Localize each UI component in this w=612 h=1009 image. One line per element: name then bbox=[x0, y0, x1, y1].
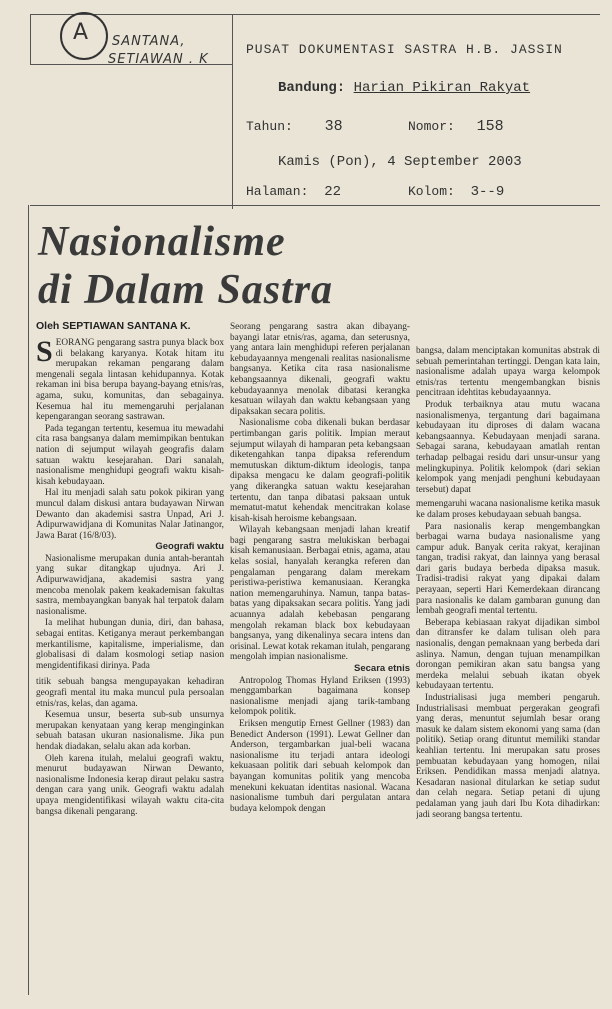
article-paragraph: bangsa, dalam menciptakan komunitas abstrak di sebuah pemerintahan tertinggi. Dengan kata lain, nasionalisme adalah upaya warga kelompok etnis/ras tertentu mengembangkan bisnis pencitraan idehtitas kebudayaannya. bbox=[416, 346, 600, 399]
article-paragraph: Produk terbaiknya atau mutu wacana nasionalismenya, tergantung dari bagaimana kebudayaan itu diproses di dalam wacana kebangsaannya. Kebudayaan menjadi sarana. Sebagai sarana, kebudayaan amatlah rentan terhadap pelbagai residu dari unsur-unsur yang melingkupinya. Politik kelompok (dari sekian kelompok yang menjadi penghuni kebudayaan tersebut) dapat bbox=[416, 399, 600, 495]
clipping-left-edge bbox=[28, 205, 29, 995]
stamp-column-label: Kolom: bbox=[408, 184, 455, 199]
article-paragraph: Para nasionalis kerap mengembangkan berbagai warna budaya nasionalisme yang campur aduk. Banyak cerita rakyat, kerajinan tangan, tradisi rakyat, dan lainnya yang berasal dari garis budaya berbeda dipaksa masuk. Tradisi-tradisi rakyat yang dipakai dalam perayaan, seperti Hari Kemerdekaan dirancang para nasionalis ke dalam gambaran gunung dan lembah geografi mental tertentu. bbox=[416, 521, 600, 617]
article-subheading: Secara etnis bbox=[354, 663, 410, 674]
header-divider-rule bbox=[232, 14, 233, 209]
stamp-column-value: 3--9 bbox=[470, 184, 505, 200]
article-paragraph: Nasionalisme merupakan dunia antah-berantah yang sukar ditangkap ujudnya. Ari J. Adipurwawidjana, akademisi sastra yang mencoba menolak pakem keakademisan fakultas sastra, membayangkan banyak hal terpatok dalam nasionalisme. bbox=[36, 553, 224, 617]
article-paragraph-text: EORANG pengarang sastra punya black box di belakang karyanya. Kotak hitam itu merupakan rekaman pengarang dalam mengenali segala lintasan kehidupannya. Kotak rekaman ini bisa berupa bayang-bayang etnis/ras, agama, suku, komunitas, dan sebagainya. Kesemua hal itu memengaruhi perjalanan kepengarangan seorang sastrawan. bbox=[36, 338, 224, 423]
article-paragraph: Beberapa kebiasaan rakyat dijadikan simbol dan ditransfer ke dalam tulisan oleh para nasionalis, dengan pemaknaan yang berbeda dari aslinya. Namun, dengan tujuan menampilkan dorongan pemikiran akan satu bangsa yang merdeka melalui sebuah ikatan obyek kebudayaan tertentu. bbox=[416, 617, 600, 692]
article-paragraph: Ia melihat hubungan dunia, diri, dan bahasa, sebagai entitas. Ketiganya meraut perkembangan merkantilisme, kapitalisme, imperialisme, dan globalisasi di dalam kosmologi setiap nasion mengidentifikasi dirinya. Pada bbox=[36, 618, 224, 671]
stamp-page bbox=[246, 184, 341, 200]
article-column-2 bbox=[230, 322, 410, 998]
stamp-page-value: 22 bbox=[324, 184, 342, 200]
article-paragraph: Wilayah kebangsaan menjadi lahan kreatif bagi pengarang sastra melukiskan berbagai kisah kemanusiaan. Berbagai etnis, agama, atau kelas sosial, hanyalah kerangka referen dan pengalaman pengarang dalam merekam peristiwa-peristiwa kemanusiaan. Kerangka nation memengaruhinya. Namun, tanpa batas-batas yang dipaksakan secara politis. Yang jadi acuannya adalah kebebasan pengarang mengolah rekaman black box kebudayaan bangsanya, yang dikenalinya secara intens dan orisinal. Lewat kotak rekaman itulah, pengarang mengolah impian nasionalisme. bbox=[230, 525, 410, 663]
stamp-institution: PUSAT DOKUMENTASI SASTRA H.B. JASSIN bbox=[246, 42, 563, 57]
header-left-rule bbox=[30, 14, 31, 64]
article-paragraph: titik sebuah bangsa mengupayakan kehadiran geografi mental itu maka muncul pula persoalan etnis/ras, kelas, dan agama. bbox=[36, 677, 224, 709]
article-paragraph: Kesemua unsur, beserta sub-sub unsurnya merupakan kenyataan yang kerap menginginkan sebuah batasan ukuran nasionalisme. Jika pun hendak diadakan, selalu akan ada korban. bbox=[36, 710, 224, 752]
article-subheading: Geografi waktu bbox=[155, 541, 224, 553]
article-paragraph: Oleh karena itulah, melalui geografi waktu, menurut budayawan Nirwan Dewanto, nasionalisme Indonesia kerap diraut pelaku sastra dengan cara yang unik. Geografi waktu adalah upaya mengidentifikasi wilayah waktu cita-cita bangsa dikenali pengarang. bbox=[36, 753, 224, 817]
article-paragraph: Seorang pengarang sastra akan dibayang-bayangi latar etnis/ras, agama, dan seterusnya, yang antara lain menghidupi referen perjalanan kebudayaannya mengenali realitas nasionalisme bangsanya. Ketika cita rasa nasionalisme kebangsaannya dikenali, geografi waktu kebudayaannya menolak dibatasi kerangka kesatuan wilayah dan waktu kebangsaan yang dipaksakan secara politis. bbox=[230, 322, 410, 417]
article-paragraph bbox=[36, 338, 224, 423]
stamp-year-label: Tahun: bbox=[246, 119, 293, 134]
article-byline: Oleh SEPTIAWAN SANTANA K. bbox=[36, 320, 191, 332]
handwritten-letter: A bbox=[73, 20, 89, 45]
stamp-column bbox=[408, 184, 504, 200]
stamp-date: Kamis (Pon), 4 September 2003 bbox=[278, 154, 522, 170]
header-top-rule bbox=[30, 14, 600, 15]
handwritten-circled-letter bbox=[60, 12, 108, 60]
stamp-year-value: 38 bbox=[324, 118, 343, 135]
article-title-line2: di Dalam Sastra bbox=[38, 267, 334, 313]
article-paragraph: Pada tegangan tertentu, kesemua itu mewadahi cita rasa bangsanya dalam memimpikan bentukan nation di sejumput wilayah geografis dalam satuan waktu kesejarahan. Dari sanalah, nasionalisme menghidupi geografi waktu kisah-kisah kebudayaan. bbox=[36, 423, 224, 487]
article-title-line1: Nasionalisme bbox=[38, 219, 286, 265]
stamp-number-value: 158 bbox=[476, 118, 504, 135]
handwritten-name-line2: SETIAWAN . K bbox=[108, 52, 209, 67]
handwritten-name-line1: SANTANA, bbox=[112, 34, 186, 49]
article-column-1 bbox=[36, 338, 224, 998]
header-bottom-rule bbox=[30, 205, 600, 206]
article-dropcap: S bbox=[36, 338, 53, 368]
article-column-3 bbox=[416, 346, 600, 998]
stamp-city-label: Bandung: bbox=[278, 80, 346, 96]
stamp-page-label: Halaman: bbox=[246, 184, 309, 199]
stamp-source bbox=[278, 80, 530, 96]
stamp-number bbox=[408, 118, 504, 135]
article-paragraph: Industrialisasi juga memberi pengaruh. Industrialisasi membuat pergerakan geografi yang deras, menuntut sejumlah besar orang masuk ke dalam sistem ekonomi yang sama (dan politik). Setiap orang dituntut memiliki standar keahlian tertentu. Ini merupakan satu proses pembuatan kebudayaan yang homogen, nilai Eriksen. Pendidikan massa menjadi alatnya. Kesadaran nasional ditularkan ke setiap sudut dan celah negara. Setiap petani di ujung pedalaman yang jauh dari Ibu Kota dihadirkan: jadi seorang bangsa tertentu. bbox=[416, 693, 600, 820]
stamp-year bbox=[246, 118, 343, 135]
article-paragraph: Hal itu menjadi salah satu pokok pikiran yang muncul dalam diskusi antara budayawan Nirwan Dewanto dan akademisi sastra Unpad, Ari J. Adipurwawidjana di Komunitas Nalar Jatinangor, Jawa Barat (16/8/03). bbox=[36, 488, 224, 541]
article-paragraph: Antropolog Thomas Hyland Eriksen (1993) menggambarkan bagaimana konsep nasionalisme menjadi ajang tarik-tambang kelompok politik. bbox=[230, 675, 410, 718]
article-paragraph: memengaruhi wacana nasionalisme ketika masuk ke dalam proses kebudayaan sebuah bangsa. bbox=[416, 499, 600, 520]
article-paragraph: Eriksen mengutip Ernest Gellner (1983) dan Benedict Anderson (1991). Lewat Gellner dan Anderson, tergambarkan jual-beli wacana nasionalisme itu terjadi antara ideologi kekuasaan politik dari sebuah kelompok dan bayangan komunitas politik yang mencoba menekuni kekuatan identitas nasional. Wacana nasionalisme tumbuh dari pergulatan antara budaya kelompok dengan bbox=[230, 718, 410, 814]
stamp-newspaper: Harian Pikiran Rakyat bbox=[353, 80, 531, 96]
stamp-number-label: Nomor: bbox=[408, 119, 455, 134]
article-paragraph: Nasionalisme coba dikenali bukan berdasar pertimbangan garis politik. Impian meraut sejumput wilayah di hamparan peta kebangsaan diketengahkan tanpa dipaksa referendum memutuskan diktum-diktum ideologis, tanpa dipaksa mengacu ke dalam geografi-politik yang dikerangka satuan waktu kesejarahan tertentu, dan tanpa dibatasi paksaan untuk mematut-matut kehendak mencitrakan kolase kisah-kisah heroisme kebangsaan. bbox=[230, 418, 410, 524]
